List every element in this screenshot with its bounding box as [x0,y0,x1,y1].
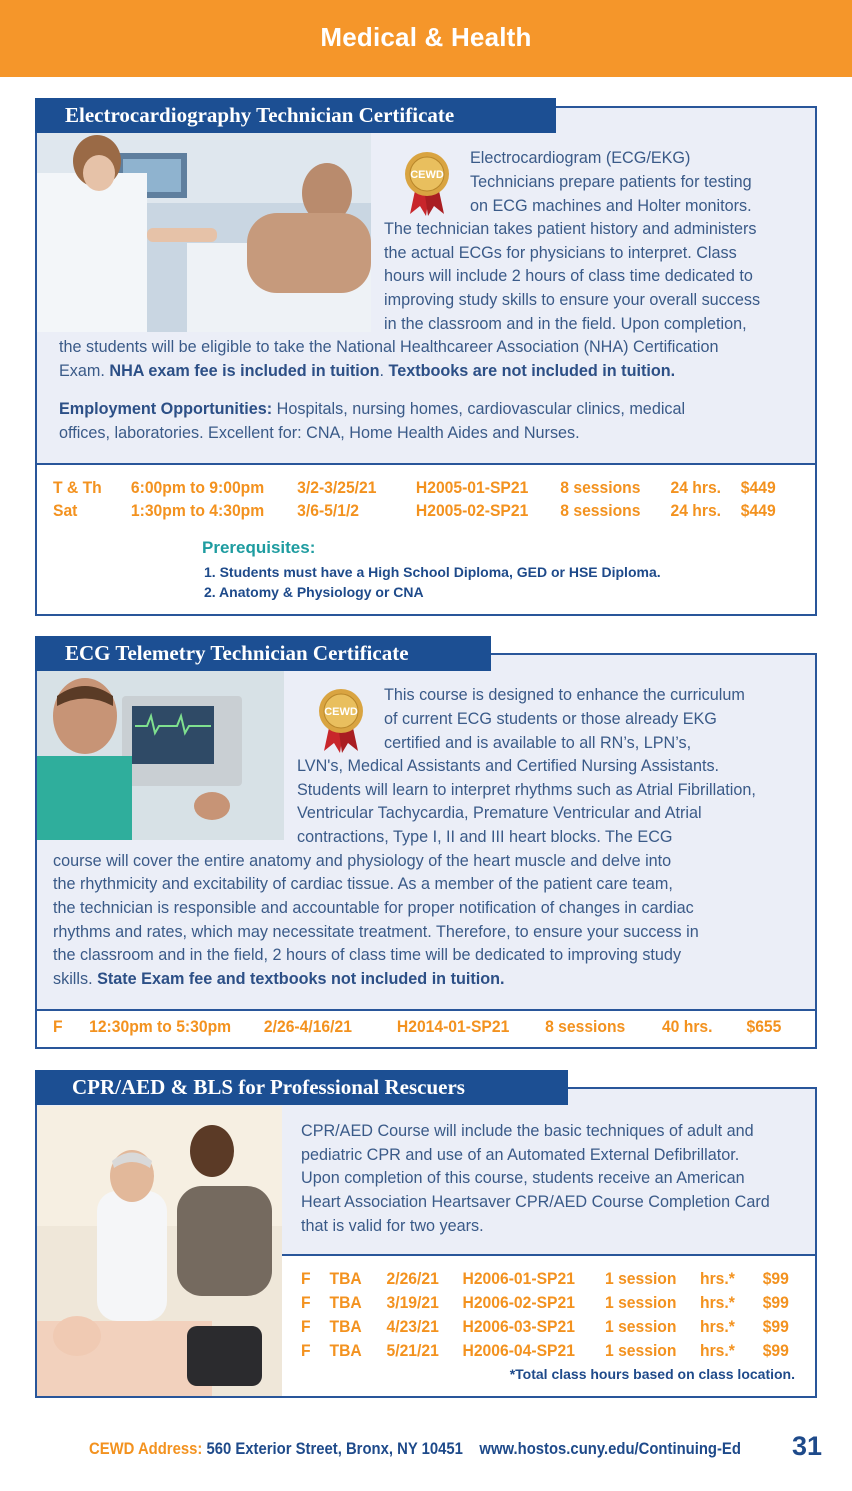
badge-label: CEWD [324,706,358,718]
desc-line: in the classroom and in the field. Upon completion, [384,315,747,333]
sched-hours: 24 hrs. [670,479,722,497]
sched-code: H2006-01-SP21 [462,1270,575,1288]
photo-cpr-training [37,1106,282,1396]
class-hours-note: *Total class hours based on class location. [509,1366,795,1382]
sched-code: H2005-02-SP21 [415,502,529,520]
schedule-row [301,1318,789,1340]
separator: . [379,362,385,380]
fee-note: State Exam fee and textbooks not included in tuition. [97,970,505,988]
prerequisite-item: 2. Anatomy & Physiology or CNA [204,584,424,600]
prerequisite-item: 1. Students must have a High School Diploma, GED or HSE Diploma. [204,564,661,580]
textbook-note: Textbooks are not included in tuition. [388,362,676,380]
schedule-row [53,479,775,501]
sched-price: $99 [762,1342,789,1360]
desc-line: hours will include 2 hours of class time dedicated to [384,267,753,285]
sched-dates: 4/23/21 [386,1318,439,1336]
sched-day: Sat [53,502,78,520]
sched-price: $449 [740,502,776,520]
sched-day: F [301,1318,311,1336]
employment-line: offices, laboratories. Excellent for: CNA, Home Health Aides and Nurses. [59,424,580,442]
cewd-badge-icon [316,687,366,753]
sched-dates: 3/2-3/25/21 [297,479,377,497]
sched-hours: hrs.* [700,1294,735,1312]
desc-line: pediatric CPR and use of an Automated External Defibrillator. [301,1146,740,1164]
cewd-badge-icon [402,150,452,216]
prerequisites-title: Prerequisites: [202,538,316,557]
sched-time: TBA [329,1270,362,1288]
sched-time: 6:00pm to 9:00pm [130,479,265,497]
sched-sessions: 1 session [605,1318,677,1336]
sched-price: $99 [762,1318,789,1336]
fee-note: NHA exam fee is included in tuition [109,362,380,380]
sched-dates: 2/26-4/16/21 [263,1018,352,1036]
sched-time: TBA [329,1318,362,1336]
desc-line: the classroom and in the field, 2 hours of class time will be dedicated to improving study [53,946,682,964]
desc-line: CPR/AED Course will include the basic techniques of adult and [301,1122,754,1140]
address-text: 560 Exterior Street, Bronx, NY 10451 [206,1440,463,1458]
sched-price: $449 [740,479,776,497]
employment-text: Hospitals, nursing homes, cardiovascular clinics, medical [276,400,686,418]
sched-sessions: 1 session [605,1342,677,1360]
desc-line: the rhythmicity and excitability of cardiac tissue. As a member of the patient care team, [53,875,673,893]
schedule-row [301,1270,789,1292]
page-number: 31 [792,1431,823,1461]
sched-dates: 3/6-5/1/2 [297,502,360,520]
course-title-cpr: CPR/AED & BLS for Professional Rescuers [35,1070,568,1105]
schedule-row [53,502,775,524]
sched-code: H2005-01-SP21 [415,479,529,497]
photo-telemetry-monitor [37,671,284,840]
course-title-ecg: Electrocardiography Technician Certificate [35,98,556,133]
sched-hours: hrs.* [700,1318,735,1336]
course-title-telemetry: ECG Telemetry Technician Certificate [35,636,491,671]
desc-line: course will cover the entire anatomy and physiology of the heart muscle and delve into [53,852,672,870]
sched-time: TBA [329,1342,362,1360]
sched-hours: 24 hrs. [670,502,722,520]
sched-dates: 3/19/21 [386,1294,439,1312]
address-label: CEWD Address: [89,1440,203,1458]
sched-price: $655 [746,1018,782,1036]
desc-line: Electrocardiogram (ECG/EKG) [470,149,691,167]
sched-day: T & Th [53,479,102,497]
sched-code: H2006-02-SP21 [462,1294,575,1312]
desc-text: Exam. [59,362,105,380]
desc-line: of current ECG students or those already EKG [384,710,717,728]
sched-day: F [301,1342,311,1360]
sched-dates: 2/26/21 [386,1270,439,1288]
sched-day: F [301,1270,311,1288]
schedule-row [301,1342,789,1364]
sched-time: TBA [329,1294,362,1312]
sched-day: F [301,1294,311,1312]
photo-ecg-patient [37,133,371,332]
desc-line: rhythms and rates, which may necessitate treatment. Therefore, to ensure your success in [53,923,699,941]
website-link[interactable]: www.hostos.cuny.edu/Continuing-Ed [479,1440,741,1458]
schedule-row [53,1018,782,1040]
desc-line: The technician takes patient history and administers [384,220,757,238]
sched-hours: hrs.* [700,1270,735,1288]
sched-sessions: 8 sessions [545,1018,626,1036]
desc-line: LVN's, Medical Assistants and Certified Nursing Assistants. [297,757,720,775]
sched-price: $99 [762,1294,789,1312]
desc-line: the technician is responsible and accountable for proper notification of changes in cardiac [53,899,694,917]
sched-sessions: 1 session [605,1294,677,1312]
sched-time: 1:30pm to 4:30pm [130,502,265,520]
desc-line: Ventricular Tachycardia, Premature Ventricular and Atrial [297,804,702,822]
desc-line: Technicians prepare patients for testing [470,173,752,191]
sched-hours: 40 hrs. [661,1018,713,1036]
desc-line: Students will learn to interpret rhythms such as Atrial Fibrillation, [297,781,756,799]
desc-line-fees [59,360,675,384]
sched-day: F [53,1018,63,1036]
page-section-title: Medical & Health [320,22,532,52]
desc-line: contractions, Type I, II and III heart blocks. The ECG [297,828,673,846]
desc-line: certified and is available to all RN’s, LPN’s, [384,734,692,752]
sched-time: 12:30pm to 5:30pm [89,1018,232,1036]
desc-line: the students will be eligible to take the National Healthcareer Association (NHA) Certification [59,338,719,356]
desc-line-fees [53,968,505,992]
footer-address [89,1440,741,1459]
sched-price: $99 [762,1270,789,1288]
sched-sessions: 1 session [605,1270,677,1288]
sched-sessions: 8 sessions [560,502,641,520]
sched-dates: 5/21/21 [386,1342,439,1360]
desc-line: that is valid for two years. [301,1217,484,1235]
schedule-row [301,1294,789,1316]
desc-line: on ECG machines and Holter monitors. [470,197,752,215]
desc-line: Heart Association Heartsaver CPR/AED Course Completion Card [301,1193,770,1211]
sched-code: H2006-04-SP21 [462,1342,575,1360]
employment-line [59,398,685,422]
desc-line: the actual ECGs for physicians to interpret. Class [384,244,737,262]
sched-code: H2006-03-SP21 [462,1318,575,1336]
desc-line: improving study skills to ensure your overall success [384,291,761,309]
desc-line: This course is designed to enhance the curriculum [384,686,745,704]
badge-label: CEWD [410,169,444,181]
desc-text: skills. [53,970,93,988]
sched-sessions: 8 sessions [560,479,641,497]
sched-hours: hrs.* [700,1342,735,1360]
sched-code: H2014-01-SP21 [396,1018,510,1036]
employment-label: Employment Opportunities: [59,400,273,418]
desc-line: Upon completion of this course, students receive an American [301,1169,745,1187]
